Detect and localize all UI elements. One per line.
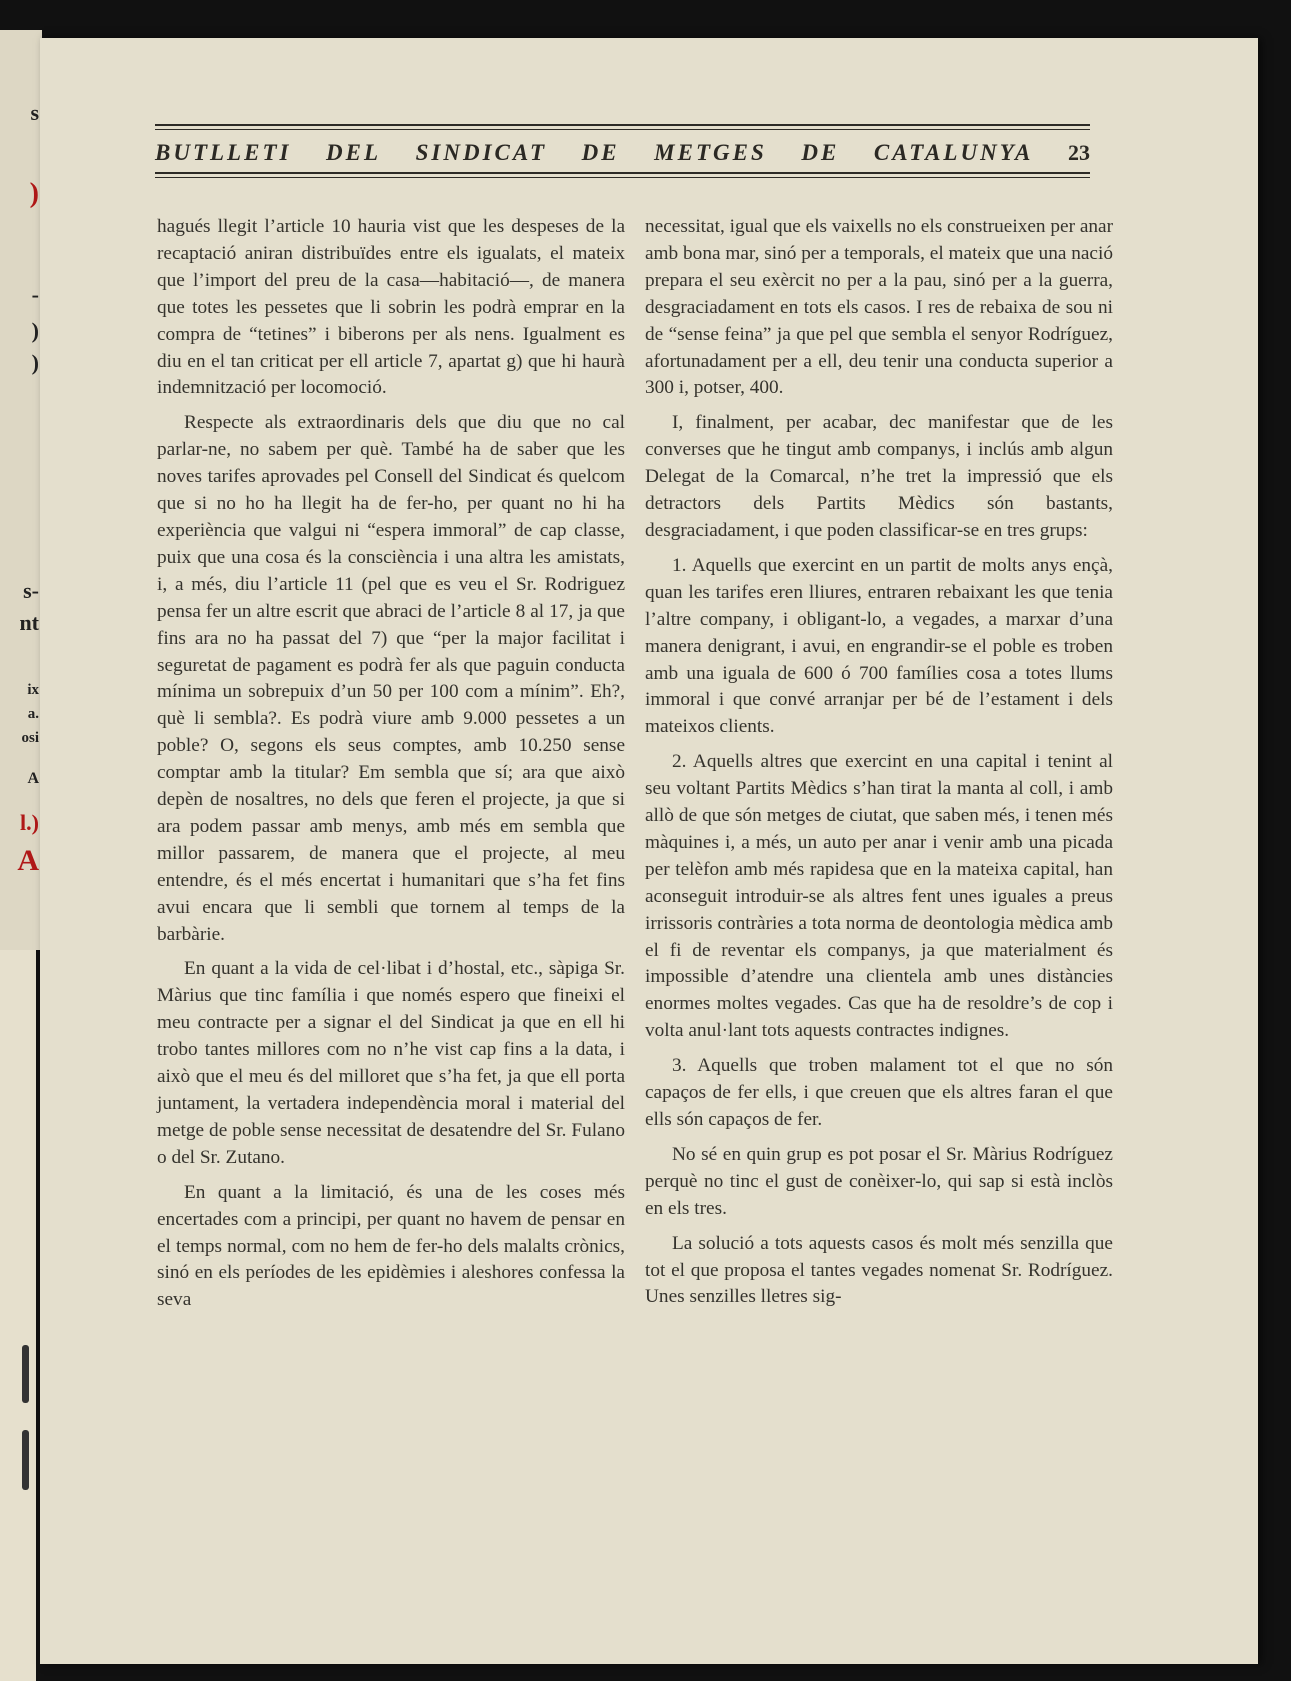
header-rule-top — [155, 124, 1090, 126]
prev-page-fragment: osi — [21, 730, 39, 746]
paragraph: La solució a tots aquests casos és molt més senzilla que tot el que proposa el tantes vegades nomenat Sr. Rodríguez. Unes senzilles lletres sig- — [645, 1232, 1113, 1308]
title-word: SINDICAT — [415, 140, 548, 165]
paragraph: necessitat, igual que els vaixells no els construeixen per anar amb bona mar, sinó per a temporals, el mateix que una nació prepara el seu exèrcit no per a la pau, sinó per a la guerra, desgraciadament en tots els casos. I res de rebaixa de sou ni de “sense feina” ja que pel que sembla el senyor Rodríguez, afortunadament per a ell, deu tenir una conducta superior a 300 i, potser, 400. — [645, 216, 1113, 399]
title-word: METGES — [654, 140, 767, 165]
prev-page-fragment: A — [17, 844, 39, 877]
prev-page-fragment: ) — [29, 178, 39, 209]
prev-page-fragment: A — [27, 770, 39, 787]
journal-title — [155, 140, 1090, 166]
title-word: BUTLLETI — [155, 140, 292, 165]
paragraph: En quant a la limitació, és una de les coses més encertades com a principi, per quant no havem de pensar en el temps normal, com no hem de fer-ho dels malalts crònics, sinó en els períodes de les epidèmies i aleshores confessa la seva — [157, 1181, 625, 1311]
prev-page-fragment: s- — [23, 578, 39, 603]
header-rule-bottom-thin — [155, 177, 1090, 178]
prev-page-fragment: ) — [31, 318, 39, 343]
prev-page-fragment: l.) — [20, 810, 39, 835]
paragraph: I, finalment, per acabar, dec manifestar que de les converses que he tingut amb companys, i inclús amb algun Delegat de la Comarcal, n’he tret la impressió que els detractors dels Partits Mèdics són bastants, desgraciadament, i que poden classificar-se en tres grups: — [645, 412, 1113, 541]
title-word: CATALUNYA — [873, 140, 1034, 165]
prev-page-fragment: a. — [27, 706, 39, 722]
paragraph: Respecte als extraordinaris dels que diu que no cal parlar-ne, no sabem per què. També ha de saber que les noves tarifes aprovades pel Consell del Sindicat és quelcom que si no ho ha llegit ha de fer-ho, per quant no hi ha experiència que valgui ni “espera immoral” de cap classe, puix que una cosa és la consciència i una altra les amistats, i, a més, diu l’article 11 (pel que es veu el Sr. Rodriguez pensa fer un altre escrit que abraci de l’article 8 al 17, ja que fins ara no ha passat del 7) que “per la major facilitat i seguretat de pagament es podrà fer als que paguin conducta mínima un sobrepuix d’un 50 per 100 com a mínim”. Eh?, què li sembla?. Es podrà viure amb 9.000 pessetes a un poble? O, segons els seus comptes, amb 10.250 sense comptar amb la titular? Em sembla que sí; ara que això depèn de nosaltres, no dels que feren el projecte, ja que si ara podem passar amb menys, amb més em sembla que millor passarem, de manera que el projecte, al meu entendre, és el més encertat i humanitari que s’ha fet fins avui encara que li sembli que tornem al temps de la barbàrie. — [157, 412, 625, 945]
previous-page-strip — [0, 950, 36, 1681]
title-word: DEL — [326, 140, 382, 165]
prev-page-fragment: nt — [19, 610, 39, 635]
prev-page-fragment: - — [31, 282, 39, 307]
paragraph: No sé en quin grup es pot posar el Sr. Màrius Rodríguez perquè no tinc el gust de conèixer-lo, qui sap si està inclòs en els tres. — [645, 1143, 1113, 1219]
header-rule-bottom — [155, 172, 1090, 174]
header-rule-top-thin — [155, 129, 1090, 130]
title-word: DE — [801, 140, 840, 165]
prev-page-fragment: ) — [31, 350, 39, 375]
numbered-paragraph: 3. Aquells que troben malament tot el que no són capaços de fer ells, i que creuen que els altres faran el que ells són capaços de fer. — [645, 1055, 1113, 1130]
paragraph: hagués llegit l’article 10 hauria vist que les despeses de la recaptació aniran distribuïdes entre els igualats, el mateix que l’import del preu de la casa—habitació—, de manera que totes les pessetes que li sobrin les podrà emprar en la compra de “tetines” i biberons per als nens. Igualment es diu en el tan criticat per ell article 7, apartat g) que hi haurà indemnització per locomoció. — [157, 216, 625, 399]
document-page — [40, 38, 1258, 1664]
numbered-paragraph: 1. Aquells que exercint en un partit de molts anys ençà, quan les tarifes eren lliures, entraren rebaixant les que tenia l’altre company, i obligant-lo, a vegades, a marxar d’una manera denigrant, i avui, en engrandir-se el poble es troben amb una iguala de 600 ó 700 famílies cosa a totes llums immoral i que convé arranjar per bé de l’estament i dels mateixos clients. — [645, 554, 1113, 738]
left-column — [157, 214, 625, 1322]
page-header — [155, 124, 1090, 224]
paragraph: En quant a la vida de cel·libat i d’hostal, etc., sàpiga Sr. Màrius que tinc família i que només espero que fineixi el meu contracte per a signar el del Sindicat ja que en ell hi trobo tantes millores com no n’he vist cap fins a la data, i això que el meu és del milloret que s’ha fet, ja que ell porta juntament, la vertadera independència moral i material del metge de poble sense necessitat de desatendre del Sr. Fulano o del Sr. Zutano. — [157, 958, 625, 1168]
title-word: DE — [581, 140, 620, 165]
right-column — [645, 214, 1113, 1319]
previous-page-edge — [0, 30, 42, 950]
prev-page-fragment: s — [30, 100, 39, 125]
page-number: 23 — [1067, 140, 1090, 165]
prev-page-fragment: ix — [27, 682, 39, 698]
numbered-paragraph: 2. Aquells altres que exercint en una capital i tenint al seu voltant Partits Mèdics s’han tirat la manta al coll, i amb allò de que són metges de ciutat, que saben més, i tenen més màquines i, a més, un auto per anar i venir amb una picada per telèfon amb més rapidesa que en la mateixa capital, han aconseguit introduir-se als altres fent unes iguales a preus irrissoris contràries a tota norma de deontologia mèdica amb el fi de reventar els companys, ja que materialment és impossible d’atendre una clientela amb unes distàncies enormes moltes vegades. Cas que ha de resoldre’s de cop i volta anul·lant tots aquests contractes indignes. — [645, 751, 1113, 1042]
binding-mark — [22, 1345, 29, 1403]
binding-mark — [22, 1430, 29, 1490]
